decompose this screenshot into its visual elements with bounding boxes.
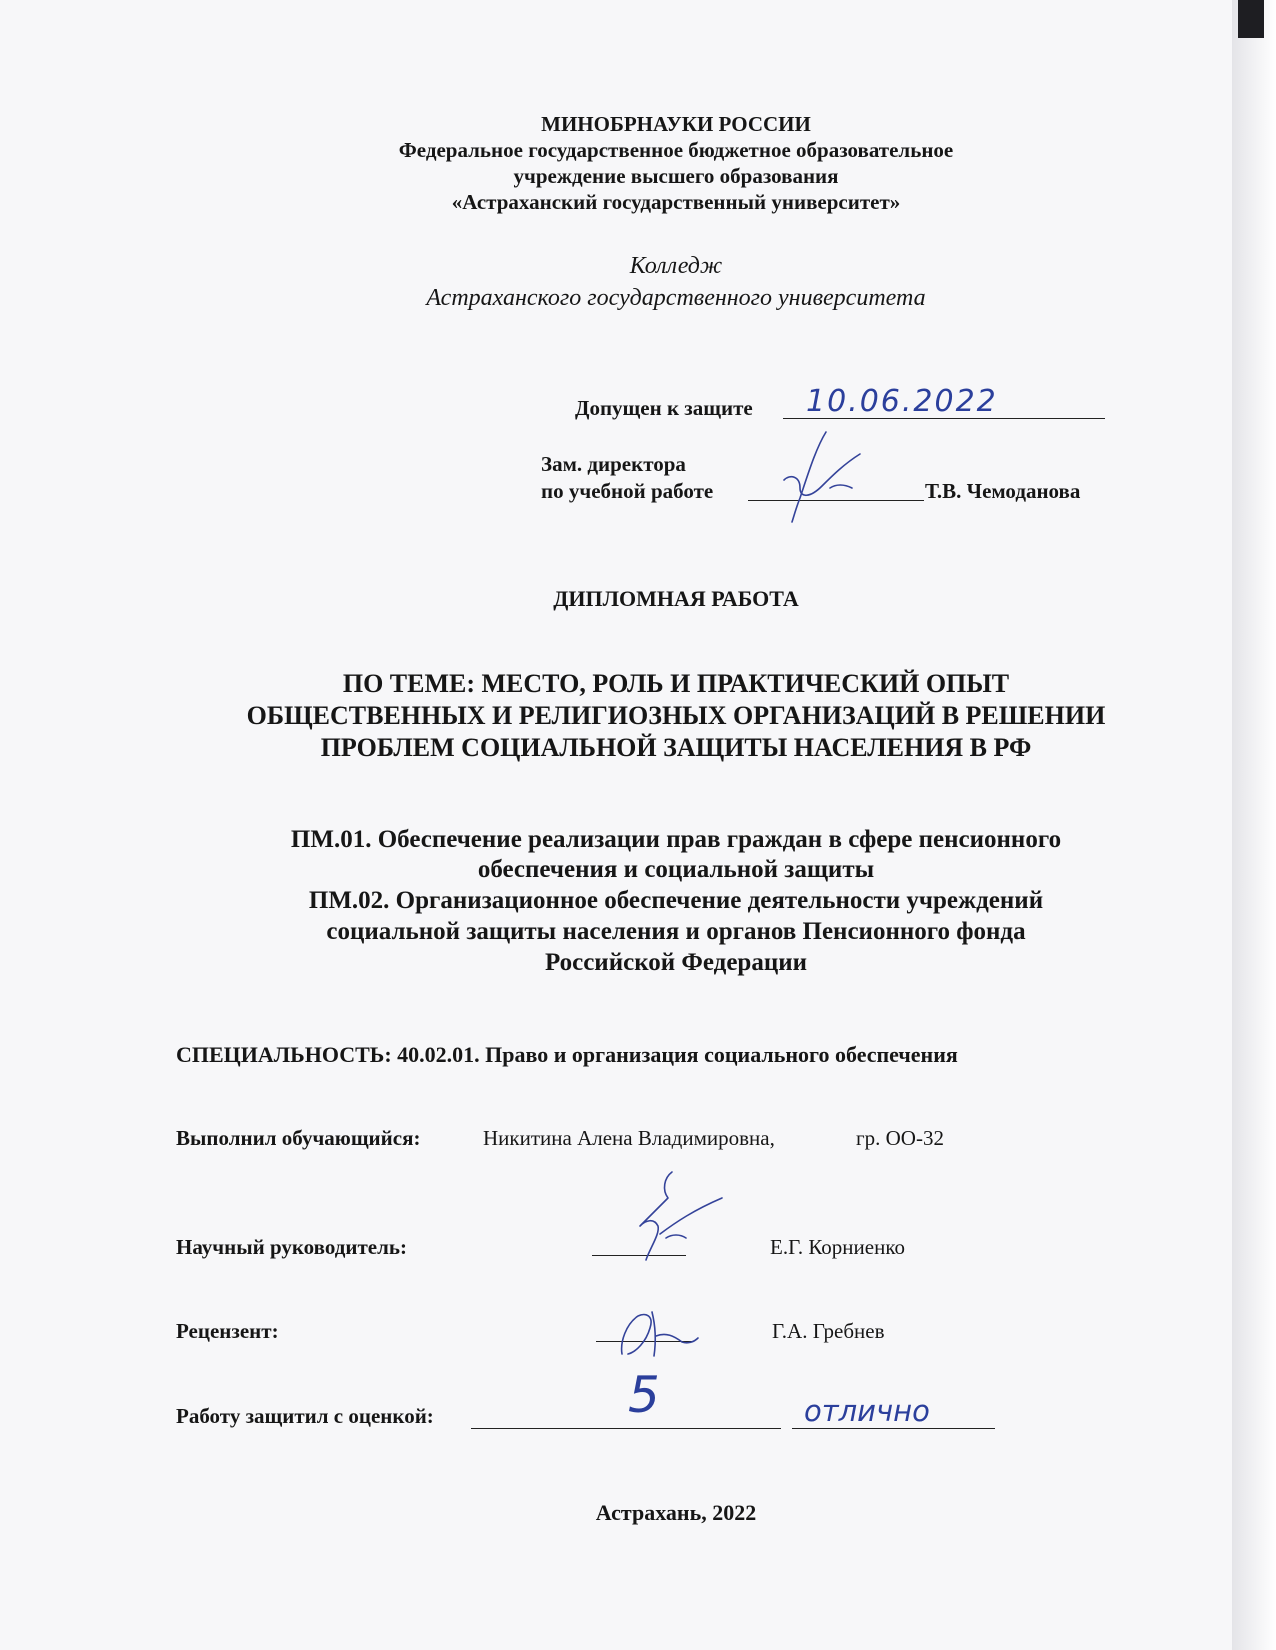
admitted-date-handwritten: 10.06.2022 bbox=[806, 384, 998, 419]
college-line-2: Астраханского государственного университета bbox=[426, 285, 926, 311]
topic-line-3: ПРОБЛЕМ СОЦИАЛЬНОЙ ЗАЩИТЫ НАСЕЛЕНИЯ В РФ bbox=[320, 733, 1032, 762]
grade-word-line bbox=[792, 1428, 995, 1429]
reviewer-signature bbox=[612, 1302, 702, 1362]
grade-digit-handwritten: 5 bbox=[628, 1366, 660, 1424]
specialty: СПЕЦИАЛЬНОСТЬ: 40.02.01. Право и организация социального обеспечения bbox=[176, 1042, 958, 1067]
grade-digit-line bbox=[471, 1428, 781, 1429]
college-line-1: Колледж bbox=[629, 253, 723, 279]
advisor-label: Научный руководитель: bbox=[176, 1235, 407, 1259]
advisor-signature bbox=[610, 1168, 730, 1268]
pm02-line-3: Российской Федерации bbox=[544, 949, 808, 976]
pm02-line-1: ПМ.02. Организационное обеспечение деятельности учреждений bbox=[308, 887, 1044, 914]
deputy-label-1: Зам. директора bbox=[541, 452, 686, 476]
deputy-label-2: по учебной работе bbox=[541, 479, 714, 503]
deputy-name: Т.В. Чемоданова bbox=[925, 479, 1081, 503]
student-group: гр. ОО-32 bbox=[856, 1126, 944, 1150]
work-type-heading: ДИПЛОМНАЯ РАБОТА bbox=[553, 586, 799, 611]
deputy-signature bbox=[770, 428, 880, 528]
scan-corner-mark bbox=[1238, 0, 1264, 38]
student-name: Никитина Алена Владимировна, bbox=[483, 1126, 775, 1150]
grade-label: Работу защитил с оценкой: bbox=[176, 1404, 434, 1428]
topic-line-1: ПО ТЕМЕ: МЕСТО, РОЛЬ И ПРАКТИЧЕСКИЙ ОПЫТ bbox=[342, 669, 1010, 698]
ministry-heading: МИНОБРНАУКИ РОССИИ bbox=[541, 112, 811, 136]
pm01-line-2: обеспечения и социальной защиты bbox=[477, 856, 875, 883]
advisor-name: Е.Г. Корниенко bbox=[770, 1235, 905, 1259]
city-year: Астрахань, 2022 bbox=[595, 1500, 757, 1525]
student-label: Выполнил обучающийся: bbox=[176, 1126, 421, 1150]
university-name: «Астраханский государственный университет» bbox=[451, 190, 901, 214]
grade-word-handwritten: отлично bbox=[804, 1394, 930, 1428]
admitted-label: Допущен к защите bbox=[575, 396, 753, 420]
topic-line-2: ОБЩЕСТВЕННЫХ И РЕЛИГИОЗНЫХ ОРГАНИЗАЦИЙ В РЕШЕНИИ bbox=[246, 701, 1106, 730]
scan-page-edge bbox=[1232, 0, 1276, 1650]
pm01-line-1: ПМ.01. Обеспечение реализации прав граждан в сфере пенсионного bbox=[290, 826, 1062, 853]
org-line-2: учреждение высшего образования bbox=[513, 164, 839, 188]
org-line-1: Федеральное государственное бюджетное образовательное bbox=[398, 138, 954, 162]
reviewer-name: Г.А. Гребнев bbox=[772, 1319, 885, 1343]
pm02-line-2: социальной защиты населения и органов Пенсионного фонда bbox=[326, 918, 1026, 945]
reviewer-label: Рецензент: bbox=[176, 1319, 279, 1343]
